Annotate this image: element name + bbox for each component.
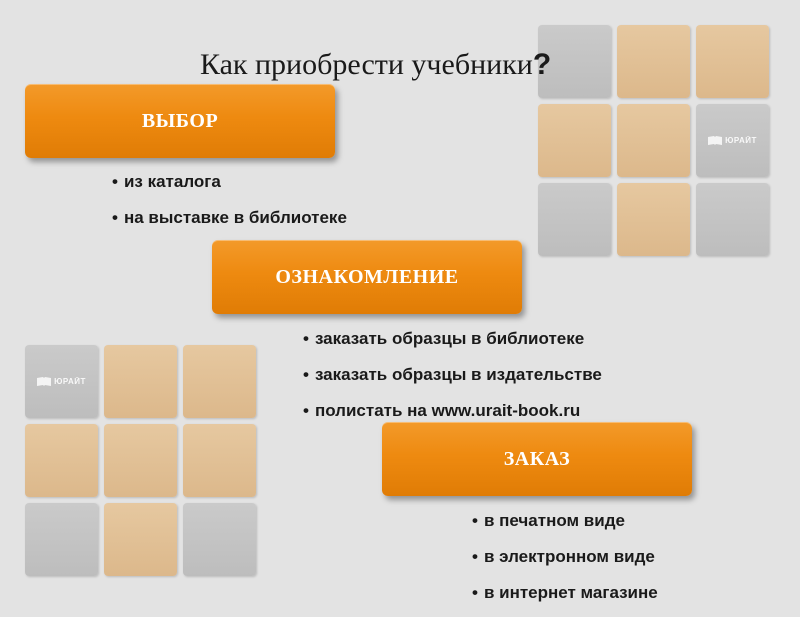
step-choice-list <box>112 170 347 242</box>
decorative-tile <box>25 424 98 497</box>
logo-text: ЮРАЙТ <box>725 136 757 145</box>
decorative-tile <box>104 424 177 497</box>
step-review-list <box>303 327 602 435</box>
list-item: • в интернет магазине <box>472 581 658 617</box>
decorative-tile <box>617 25 690 98</box>
step-banner-choice <box>25 84 335 158</box>
step-banner-order <box>382 422 692 496</box>
logo-tile <box>696 104 769 177</box>
decorative-tile <box>617 183 690 256</box>
list-item: • заказать образцы в библиотеке <box>303 327 602 363</box>
decorative-tile <box>538 183 611 256</box>
logo-tile <box>25 345 98 418</box>
decorative-tile <box>183 345 256 418</box>
decorative-tile <box>104 345 177 418</box>
page-title-text: Как приобрести учебники <box>200 48 533 81</box>
decorative-tile <box>25 503 98 576</box>
decorative-tile <box>183 424 256 497</box>
book-logo-icon <box>37 377 51 386</box>
list-item: • из каталога <box>112 170 347 206</box>
step-banner-review <box>212 240 522 314</box>
list-item: • в печатном виде <box>472 509 658 545</box>
step-banner-label: ЗАКАЗ <box>503 447 571 470</box>
step-banner-label: ВЫБОР <box>141 109 219 132</box>
urait-logo <box>37 377 86 386</box>
list-item: • заказать образцы в издательстве <box>303 363 602 399</box>
list-item: • на выставке в библиотеке <box>112 206 347 242</box>
logo-text: ЮРАЙТ <box>54 377 86 386</box>
decorative-tile <box>183 503 256 576</box>
step-order-list <box>472 509 658 617</box>
decorative-tile <box>538 104 611 177</box>
urait-logo <box>708 136 757 145</box>
decorative-tile <box>696 183 769 256</box>
page-title <box>200 48 551 82</box>
decorative-tile <box>104 503 177 576</box>
step-banner-label: ОЗНАКОМЛЕНИЕ <box>275 265 459 288</box>
list-item: • полистать на www.urait-book.ru <box>303 399 602 435</box>
decorative-tile <box>696 25 769 98</box>
title-question-mark: ? <box>532 48 552 81</box>
book-logo-icon <box>708 136 722 145</box>
list-item: • в электронном виде <box>472 545 658 581</box>
decorative-tile <box>617 104 690 177</box>
